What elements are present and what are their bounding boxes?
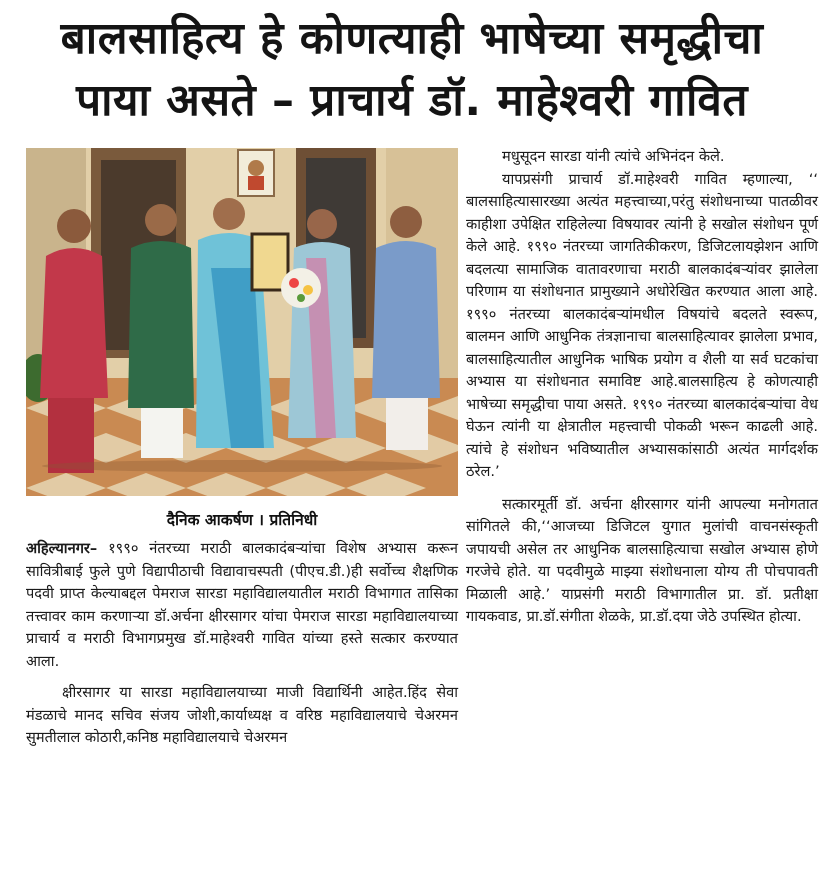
headline-line-2: पाया असते – प्राचार्य डॉ. माहेश्वरी गावित: [76, 75, 748, 126]
headline-line-1: बालसाहित्य हे कोणत्याही भाषेच्या समृद्धीचा: [60, 13, 764, 64]
news-photo: [26, 148, 458, 496]
dateline: अहिल्यानगर–: [26, 540, 98, 557]
left-paragraph-1-text: १९९० नंतरच्या मराठी बालकादंबऱ्यांचा विशेष अभ्यास करून सावित्रीबाई फुले पुणे विद्यापीठाची विद्यावाचस्पती (पीएच.डी.)ही सर्वोच्च शैक्षणिक पदवी प्राप्त केल्याबद्दल पेमराज सारडा महाविद्यालयातील मराठी विभागात तासिका तत्त्वावर काम करणाऱ्या डॉ.अर्चना क्षीरसागर यांचा पेमराज सारडा महाविद्यालयाच्या प्राचार्य व मराठी विभागप्रमुख डॉ.माहेश्वरी गावित यांच्या हस्ते सत्कार करण्यात आला.: [26, 540, 458, 670]
left-paragraph-2: क्षीरसागर या सारडा महाविद्यालयाच्या माजी विद्यार्थिनी आहेत.हिंद सेवा मंडळाचे मानद सचिव संजय जोशी,कार्याध्यक्ष व वरिष्ठ महाविद्यालयाचे चेअरमन सुमतीलाल कोठारी,कनिष्ठ महाविद्यालयाचे चेअरमन: [26, 684, 458, 746]
article-left-column: [26, 538, 458, 750]
left-paragraph-1: [26, 538, 458, 673]
right-paragraph-2: यापप्रसंगी प्राचार्य डॉ.माहेश्वरी गावित म्हणाल्या, ‘‘ बालसाहित्यासारख्या अत्यंत महत्त्वाच्या,परंतु संशोधनाच्या पातळीवर काहीशा उपेक्षित राहिलेल्या विषयावर त्यांनी हे सखोल संशोधन पूर्ण केले आहे. १९९० नंतरच्या जागतिकीकरण, डिजिटलायझेशन आणि बदलत्या सामाजिक वातावरणाचा मराठी बालकादंबऱ्यांवर झालेला परिणाम या संशोधनात प्रामुख्याने अधोरेखित करण्यात आला आहे. १९९० नंतरच्या बालकादंबऱ्यांमधील विषयांचे बदलते स्वरूप, बालमन आणि आधुनिक तंत्रज्ञानाचा बालसाहित्यावर झालेला प्रभाव, बालसाहित्यातील आधुनिक भाषिक प्रयोग व शैली या सर्व घटकांचा अभ्यास या संशोधनात समाविष्ट आहे.बालसाहित्य हे कोणत्याही भाषेच्या समृद्धीचा पाया असते. १९९० नंतरच्या बालकादंबऱ्यांचा वेध घेऊन त्यांनी या क्षेत्रातील महत्त्वाची पोकळी भरून काढली आहे. त्यांचे हे संशोधन भविष्यातील अभ्यासकांसाठी अत्यंत मार्गदर्शक ठरेल.’: [466, 170, 818, 480]
article-right-column: [466, 146, 818, 629]
byline: दैनिक आकर्षण । प्रतिनिधी: [166, 511, 318, 529]
right-paragraph-1: मधुसूदन सारडा यांनी त्यांचे अभिनंदन केले.: [502, 148, 725, 165]
right-paragraph-3: सत्कारमूर्ती डॉ. अर्चना क्षीरसागर यांनी आपल्या मनोगतात सांगितले की,‘‘आजच्या डिजिटल युगात मुलांची वाचनसंस्कृती जपायची असेल तर आधुनिक बालसाहित्याचा सखोल अभ्यास होणे गरजेचे होते. या पदवीमुळे माझ्या संशोधनाला योग्य ती पोचपावती मिळाली आहे.’ याप्रसंगी मराठी विभागातील प्रा. डॉ. प्रतीक्षा गायकवाड, प्रा.डॉ.संगीता शेळके, प्रा.डॉ.दया जेठे उपस्थित होत्या.: [466, 495, 818, 625]
